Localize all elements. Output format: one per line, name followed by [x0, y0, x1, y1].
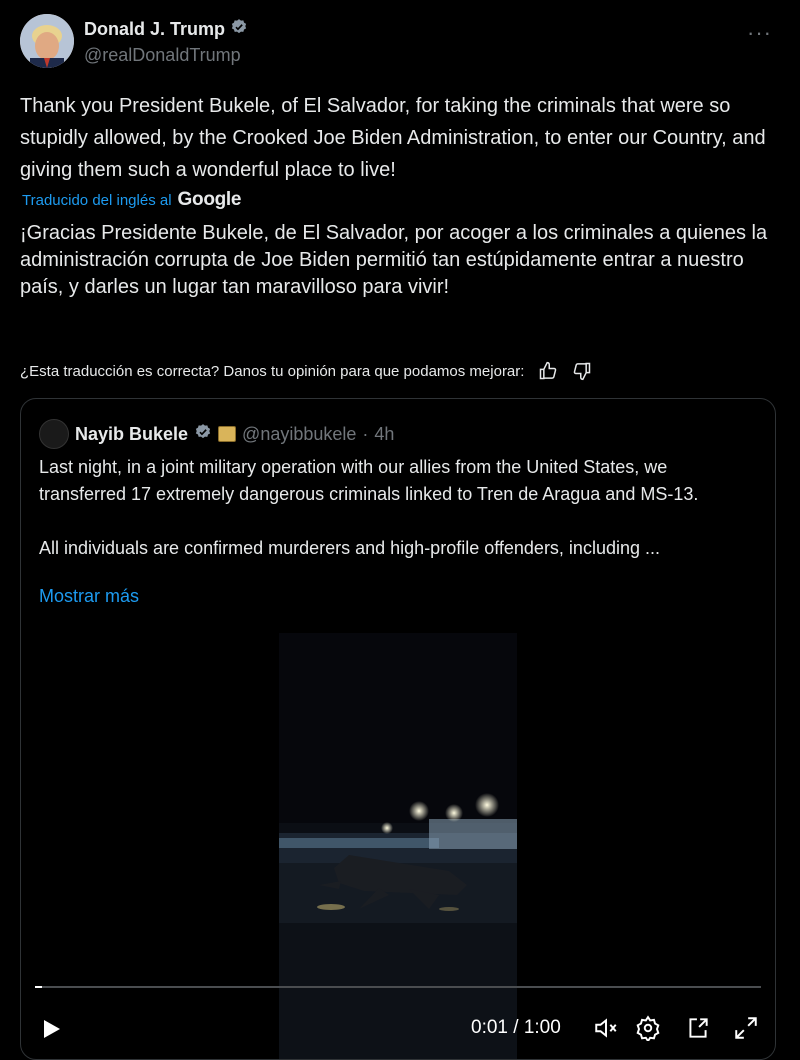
video-time: 0:01 / 1:00: [471, 1017, 561, 1038]
play-icon[interactable]: [39, 1017, 63, 1046]
translation-feedback: [20, 361, 592, 381]
volume-icon[interactable]: [593, 1015, 619, 1046]
verified-badge-icon: [230, 18, 248, 41]
quoted-paragraph: Last night, in a joint military operation with our allies from the United States, we transferred 17 extremely dangerous criminals linked to Tren de Aragua and MS-13.: [39, 457, 699, 504]
video-frame: [279, 633, 517, 1059]
post-text: Thank you President Bukele, of El Salvador, for taking the criminals that were so stupidly allowed, by the Crooked Joe Biden Administration, to enter our Country, and giving them such a wonderful place to live!: [20, 95, 766, 181]
video-player[interactable]: [279, 633, 517, 1059]
author-handle[interactable]: @realDonaldTrump: [84, 45, 241, 65]
quoted-paragraph: All individuals are confirmed murderers and high-profile offenders, including ...: [39, 538, 660, 558]
more-options-icon[interactable]: ···: [747, 20, 772, 45]
fullscreen-icon[interactable]: [733, 1015, 759, 1046]
quoted-author-row: [39, 419, 394, 449]
quoted-author-handle[interactable]: @nayibbukele: [242, 423, 357, 444]
verified-badge-icon: [194, 423, 212, 446]
translated-label: Traducido del inglés al: [22, 191, 172, 209]
affiliation-badge-icon: [218, 426, 236, 442]
google-logo: Google: [177, 189, 242, 210]
picture-in-picture-icon[interactable]: [685, 1015, 711, 1046]
thumbs-down-icon[interactable]: [572, 361, 592, 381]
translated-text: ¡Gracias Presidente Bukele, de El Salvador, por acoger a los criminales a quienes la administración corrupta de Joe Biden permitió tan estúpidamente entrar a nuestro país, y darles un lugar tan maravilloso para vivir!: [20, 222, 768, 298]
author-avatar[interactable]: [20, 14, 74, 68]
video-progress-fill: [35, 986, 42, 988]
separator: ·: [362, 423, 369, 444]
quoted-author-avatar[interactable]: [39, 419, 69, 449]
author-name-row: [84, 18, 248, 41]
settings-gear-icon[interactable]: [635, 1015, 661, 1046]
show-more-link[interactable]: Mostrar más: [39, 586, 140, 606]
feedback-prompt: ¿Esta traducción es correcta? Danos tu opinión para que podamos mejorar:: [20, 362, 525, 380]
video-progress-bar[interactable]: [35, 986, 761, 988]
author-display-name[interactable]: Donald J. Trump: [84, 19, 226, 39]
quoted-tweet[interactable]: [20, 398, 776, 1060]
video-controls: [21, 999, 775, 1055]
quoted-timestamp[interactable]: 4h: [374, 423, 395, 444]
thumbs-up-icon[interactable]: [538, 361, 558, 381]
quoted-author-name[interactable]: Nayib Bukele: [75, 423, 189, 444]
translation-attribution: [22, 189, 241, 211]
quoted-text: [39, 454, 759, 562]
